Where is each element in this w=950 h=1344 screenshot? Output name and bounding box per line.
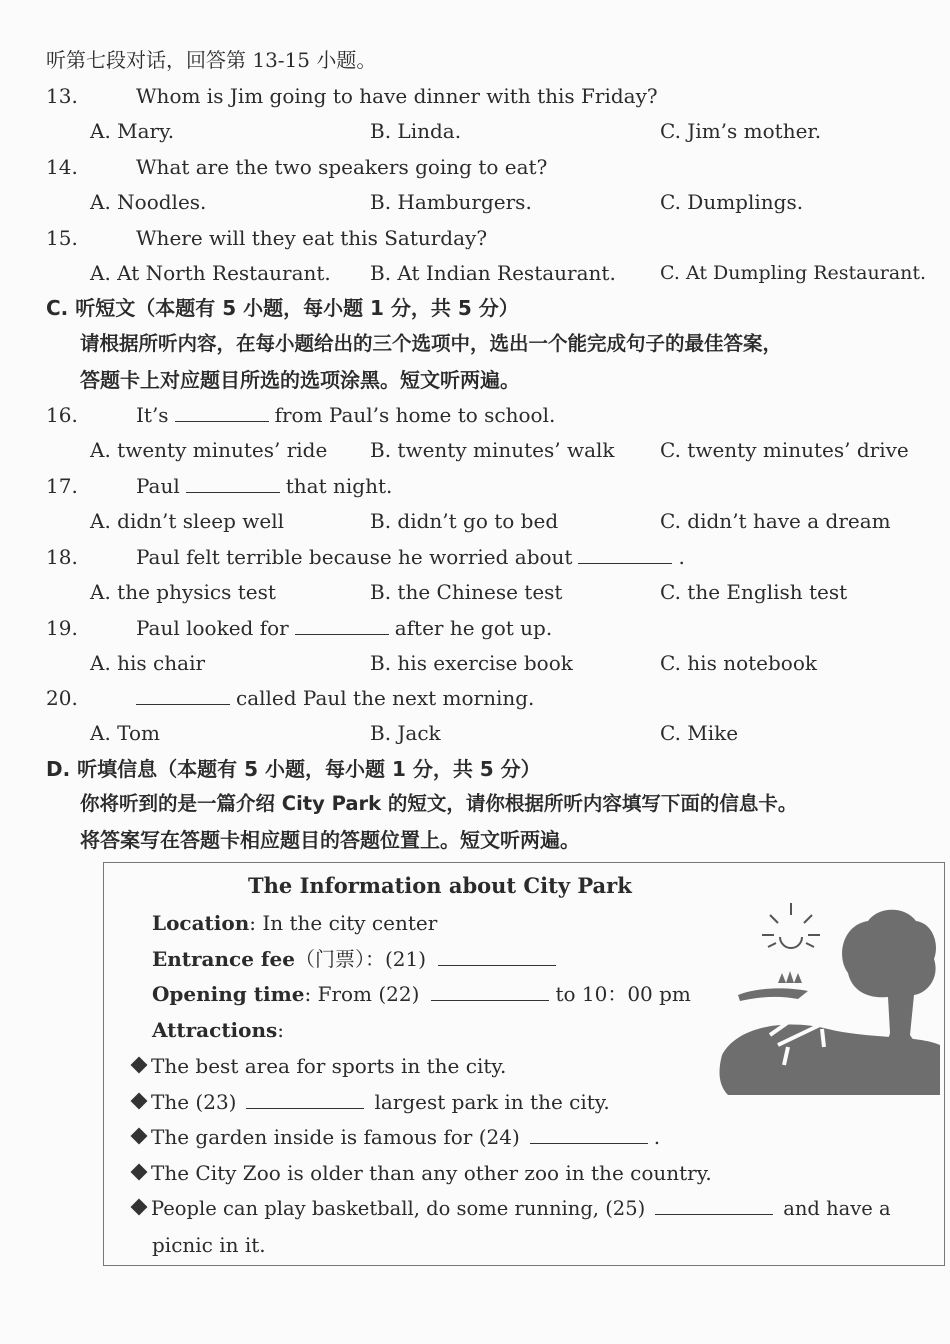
question-13 [46,84,658,108]
question-text: after he got up. [394,616,553,640]
option-a[interactable]: A. the physics test [90,580,276,604]
diamond-bullet-icon [131,1093,148,1110]
option-b[interactable]: B. the Chinese test [370,580,563,604]
question-15 [46,226,488,250]
section-c-instruction-1: 请根据所听内容，在每小题给出的三个选项中，选出一个能完成句子的最佳答案， [80,332,783,355]
bullet-text: The City Zoo is older than any other zoo in the country. [151,1161,712,1185]
answer-blank[interactable] [186,474,280,493]
option-c[interactable]: C. Mike [660,721,739,745]
section-c-instruction-2: 答题卡上对应题目所选的选项涂黑。短文听两遍。 [80,368,520,392]
diamond-bullet-icon [131,1128,148,1145]
sun-icon [762,903,820,948]
location-label: Location [152,911,250,935]
question-text: Paul [136,474,180,498]
question-14 [46,155,548,179]
diamond-bullet-icon [131,1164,148,1181]
opening-time-label: Opening time [152,982,305,1006]
question-text: Paul looked for [136,616,289,640]
option-b[interactable]: B. Hamburgers. [370,190,532,214]
opening-time-line [152,982,691,1006]
option-c[interactable]: C. Dumplings. [660,190,804,214]
attraction-bullet-2 [130,1090,610,1114]
answer-blank-22[interactable] [431,982,549,1001]
option-a[interactable]: A. At North Restaurant. [90,261,331,285]
dialog7-intro: 听第七段对话，回答第 13-15 小题。 [46,48,377,72]
question-text: called Paul the next morning. [236,686,535,710]
question-number: 19. [46,616,78,640]
attractions-colon: : [277,1018,285,1042]
question-number: 14. [46,155,78,179]
answer-blank[interactable] [136,686,230,705]
bullet-text: and have a [783,1197,891,1220]
section-c-heading: C. 听短文（本题有 5 小题，每小题 1 分，共 5 分） [46,296,519,320]
question-text: Whom is Jim going to have dinner with this Friday? [136,84,658,108]
option-b[interactable]: B. twenty minutes’ walk [370,438,615,462]
attraction-bullet-4 [130,1161,712,1185]
entrance-fee-label: Entrance fee [152,947,295,971]
question-number: 13. [46,84,78,108]
bullet-text: . [653,1125,661,1149]
option-a[interactable]: A. Noodles. [90,190,207,214]
question-16 [46,403,556,427]
attraction-bullet-3 [130,1125,660,1149]
opening-time-to: to 10：00 pm [555,982,691,1006]
grass-icon [738,971,808,1001]
attraction-bullet-1 [130,1054,506,1078]
option-c[interactable]: C. At Dumpling Restaurant. [660,262,927,284]
question-text: that night. [285,474,393,498]
bullet-text: The (23) [151,1090,237,1114]
option-c[interactable]: C. didn’t have a dream [660,509,891,533]
entrance-fee-value: （门票）：(21) [294,947,427,971]
info-card-title: The Information about City Park [248,873,632,898]
attractions-label: Attractions [152,1018,278,1042]
question-number: 16. [46,403,78,427]
option-a[interactable]: A. Tom [90,721,160,745]
attraction-bullet-5-continued: picnic in it. [152,1233,266,1257]
option-a[interactable]: A. Mary. [90,119,175,143]
park-illustration [718,895,940,1095]
diamond-bullet-icon [131,1057,148,1074]
diamond-bullet-icon [131,1199,148,1216]
opening-time-from: : From (22) [304,982,420,1006]
question-text: . [678,545,685,569]
location-value: : In the city center [249,911,438,935]
option-b[interactable]: B. Linda. [370,119,462,143]
question-text: Where will they eat this Saturday? [136,226,488,250]
option-b[interactable]: B. At Indian Restaurant. [370,261,616,285]
question-text: from Paul’s home to school. [274,403,556,427]
question-number: 20. [46,686,78,710]
option-c[interactable]: C. his notebook [660,651,818,675]
option-a[interactable]: A. twenty minutes’ ride [90,438,328,462]
question-17 [46,474,393,498]
answer-blank-25[interactable] [655,1196,773,1215]
option-a[interactable]: A. his chair [90,651,206,675]
question-19 [46,616,553,640]
question-number: 15. [46,226,78,250]
question-text: It’s [136,403,169,427]
question-18 [46,545,685,569]
question-number: 17. [46,474,78,498]
section-d-heading: D. 听填信息（本题有 5 小题，每小题 1 分，共 5 分） [46,757,541,781]
option-c[interactable]: C. Jim’s mother. [660,119,822,143]
bullet-text: largest park in the city. [374,1090,610,1114]
bullet-text: The garden inside is famous for (24) [151,1125,520,1149]
answer-blank-24[interactable] [530,1125,648,1144]
attraction-bullet-5 [130,1196,891,1221]
question-text: Paul felt terrible because he worried about [136,545,573,569]
entrance-fee-line [152,947,562,971]
section-d-instruction-2: 将答案写在答题卡相应题目的答题位置上。短文听两遍。 [80,828,580,852]
answer-blank[interactable] [295,616,389,635]
option-c[interactable]: C. the English test [660,580,848,604]
answer-blank-23[interactable] [246,1090,364,1109]
location-line [152,911,437,935]
answer-blank[interactable] [578,545,672,564]
answer-blank[interactable] [175,403,269,422]
option-a[interactable]: A. didn’t sleep well [90,509,285,533]
option-b[interactable]: B. his exercise book [370,651,573,675]
answer-blank-21[interactable] [438,947,556,966]
option-b[interactable]: B. Jack [370,721,441,745]
attractions-line [152,1018,284,1042]
section-d-instruction-1: 你将听到的是一篇介绍 City Park 的短文，请你根据所听内容填写下面的信息卡。 [80,792,798,815]
option-c[interactable]: C. twenty minutes’ drive [660,438,909,462]
question-text: What are the two speakers going to eat? [136,155,548,179]
question-number: 18. [46,545,78,569]
bullet-text: The best area for sports in the city. [151,1054,507,1078]
bullet-text: People can play basketball, do some running, (25) [151,1197,646,1220]
question-20 [46,686,535,710]
option-b[interactable]: B. didn’t go to bed [370,509,559,533]
